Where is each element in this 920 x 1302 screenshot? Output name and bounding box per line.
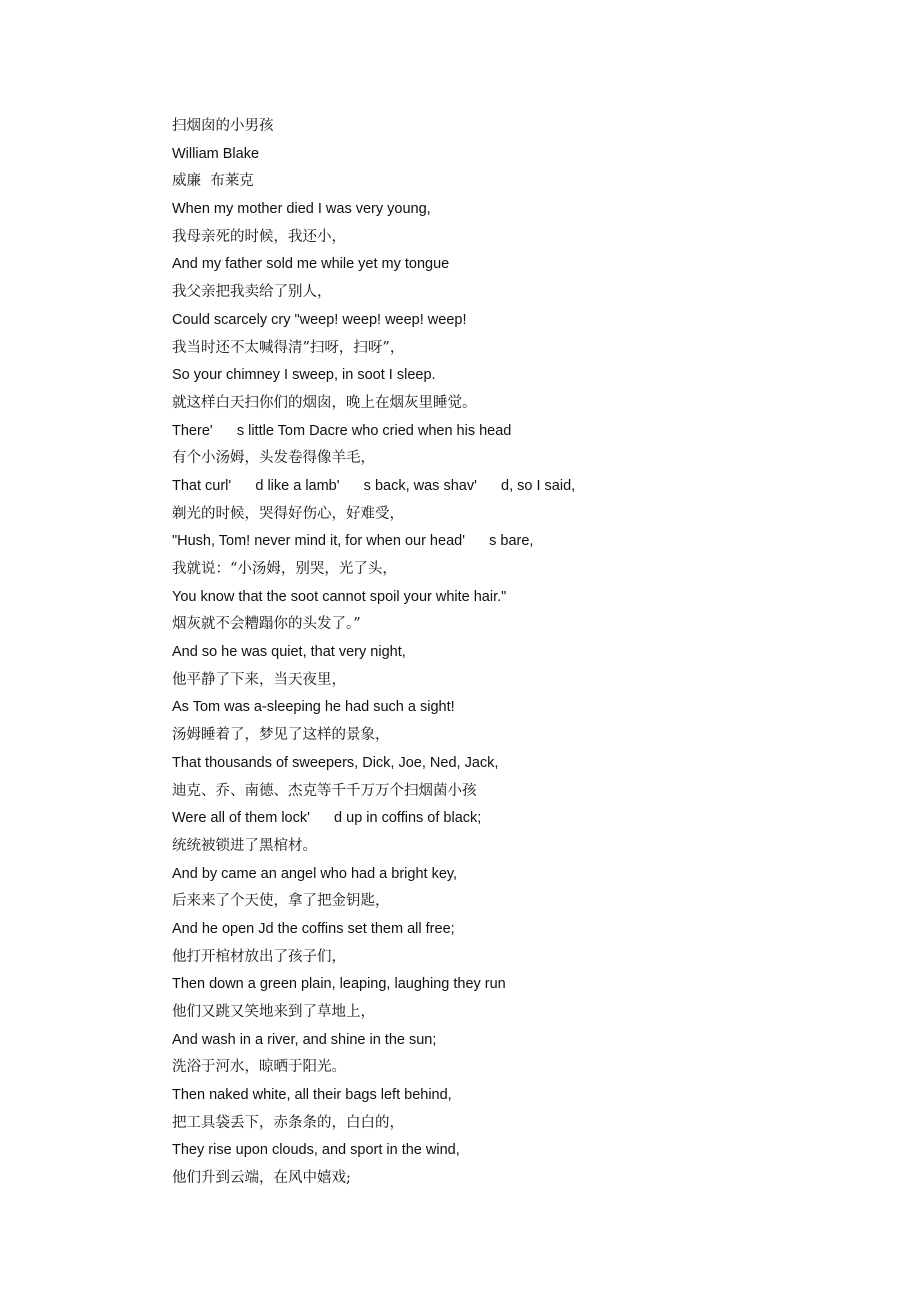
poem-line-english: Could scarcely cry "weep! weep! weep! weep! xyxy=(172,311,467,328)
poem-line-chinese: 汤姆睡着了，梦见了这样的景象， xyxy=(172,727,390,744)
poem-line-chinese: 我母亲死的时候，我还小， xyxy=(172,228,346,245)
poem-line-english: Were all of them lock' d up in coffins of black; xyxy=(172,810,482,827)
poem-line-chinese: 有个小汤姆，头发卷得像羊毛， xyxy=(172,450,375,467)
poem-line-chinese: 就这样白天扫你们的烟囱，晚上在烟灰里睡觉。 xyxy=(172,394,477,411)
poem-line-english: When my mother died I was very young, xyxy=(172,201,431,218)
poem-line-english: And my father sold me while yet my tongue xyxy=(172,256,450,273)
poem-line-english: "Hush, Tom! never mind it, for when our head' s bare, xyxy=(172,533,534,550)
poem-line-english: And he open Jd the coffins set them all free; xyxy=(172,920,455,937)
poem-line-english: So your chimney I sweep, in soot I sleep. xyxy=(172,367,436,384)
poem-lines xyxy=(172,196,872,1193)
poem-line-english: As Tom was a-sleeping he had such a sight! xyxy=(172,699,455,716)
poem-line-chinese: 我当时还不太喊得清”扫呀，扫呀”， xyxy=(172,339,405,356)
poem-line-english: Then naked white, all their bags left behind, xyxy=(172,1087,452,1104)
poem-line-chinese: 他平静了下来，当天夜里， xyxy=(172,671,346,688)
author-name-english: William Blake xyxy=(172,145,260,162)
poem-line-chinese: 他们又跳又笑地来到了草地上， xyxy=(172,1004,375,1020)
poem-line-english: Then down a green plain, leaping, laughing they run xyxy=(172,976,506,993)
poem-line-chinese: 把工具袋丢下，赤条条的，白白的， xyxy=(172,1114,404,1131)
poem-line-chinese: 我就说：“小汤姆，别哭，光了头， xyxy=(172,561,397,577)
poem-title: 扫烟囱的小男孩 xyxy=(172,118,274,134)
poem-body xyxy=(172,113,872,1193)
poem-line-english: And so he was quiet, that very night, xyxy=(172,644,406,661)
poem-line-chinese: 迪克、乔、南德、杰克等千千万万个扫烟菌小孩 xyxy=(172,782,477,799)
poem-line-english: They rise upon clouds, and sport in the wind, xyxy=(172,1142,460,1159)
poem-line-english: And wash in a river, and shine in the sun; xyxy=(172,1031,437,1048)
poem-line-chinese: 剃光的时候，哭得好伤心，好难受， xyxy=(172,505,404,522)
poem-line-chinese: 后来来了个天使，拿了把金钥匙， xyxy=(172,893,390,910)
poem-line-chinese: 他们升到云端，在风中嬉戏; xyxy=(172,1170,351,1187)
author-name-chinese: 威廉 布莱克 xyxy=(172,173,254,190)
poem-line-english: That thousands of sweepers, Dick, Joe, Ned, Jack, xyxy=(172,754,499,771)
poem-line-english: You know that the soot cannot spoil your white hair." xyxy=(172,588,507,605)
poem-line-chinese: 统统被锁进了黑棺材。 xyxy=(172,837,317,854)
poem-line-chinese: 烟灰就不会糟蹋你的头发了。” xyxy=(172,616,361,633)
poem-line-chinese: 洗浴于河水，晾晒于阳光。 xyxy=(172,1059,346,1076)
poem-line-chinese: 他打开棺材放出了孩子们， xyxy=(172,948,346,965)
poem-line-english: There' s little Tom Dacre who cried when his head xyxy=(172,422,512,439)
poem-line-english: And by came an angel who had a bright key, xyxy=(172,865,458,882)
poem-line-chinese: 我父亲把我卖给了别人， xyxy=(172,284,332,301)
poem-line-english: That curl' d like a lamb' s back, was shav' d, so I said, xyxy=(172,477,576,494)
